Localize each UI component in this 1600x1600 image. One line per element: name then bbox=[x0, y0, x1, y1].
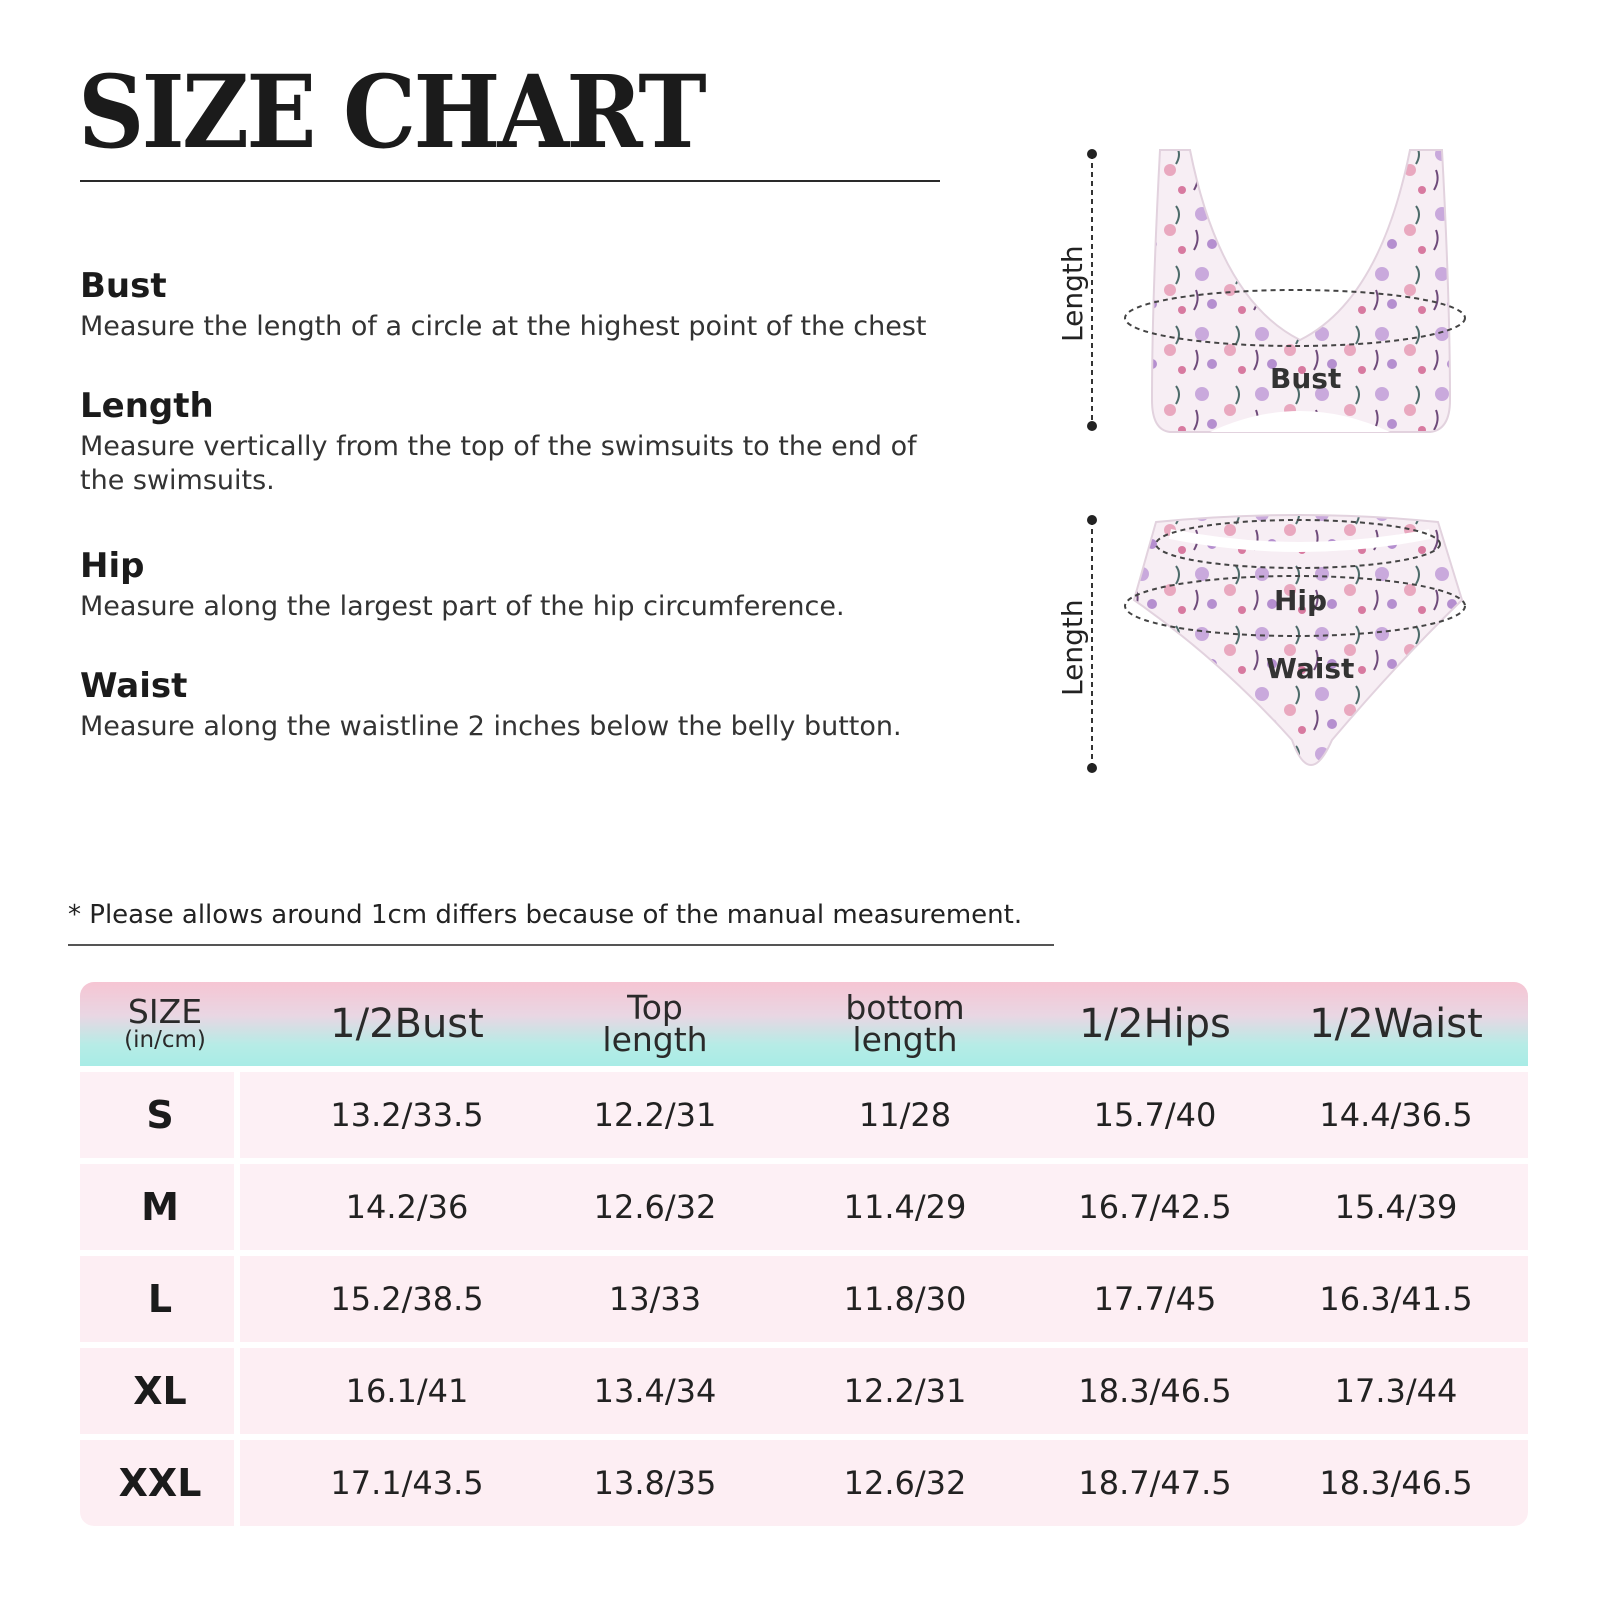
header-label: length bbox=[852, 1020, 958, 1059]
definition-text: Measure along the largest part of the hip circumference. bbox=[80, 591, 845, 622]
cell-bottom-length: 11/28 bbox=[858, 1096, 952, 1134]
bikini-bottom bbox=[1134, 515, 1462, 765]
dot-icon bbox=[1087, 149, 1097, 159]
cell-hips: 17.7/45 bbox=[1093, 1280, 1217, 1318]
table-header bbox=[80, 982, 1528, 1066]
cell-hips: 18.7/47.5 bbox=[1078, 1464, 1232, 1502]
measurement-note: * Please allows around 1cm differs because of the manual measurement. bbox=[68, 900, 1023, 930]
header-label: length bbox=[602, 1020, 708, 1059]
table-row bbox=[80, 1164, 1528, 1250]
cell-bust: 15.2/38.5 bbox=[330, 1280, 484, 1318]
cell-bottom-length: 11.4/29 bbox=[843, 1188, 967, 1226]
header-size bbox=[80, 982, 250, 1066]
cell-size: L bbox=[147, 1277, 173, 1321]
cell-waist: 17.3/44 bbox=[1334, 1372, 1458, 1410]
waist-label: Waist bbox=[1266, 652, 1355, 685]
bottom-length-label: Length bbox=[1056, 599, 1089, 696]
cell-top-length: 13/33 bbox=[608, 1280, 702, 1318]
header-label: 1/2Waist bbox=[1309, 1001, 1483, 1047]
cell-bust: 14.2/36 bbox=[345, 1188, 469, 1226]
cell-waist: 14.4/36.5 bbox=[1319, 1096, 1473, 1134]
header-label: SIZE bbox=[127, 992, 203, 1031]
dot-icon bbox=[1087, 515, 1097, 525]
header-bust bbox=[292, 982, 522, 1066]
cell-bottom-length: 12.6/32 bbox=[843, 1464, 967, 1502]
cell-top-length: 13.4/34 bbox=[593, 1372, 717, 1410]
cell-top-length: 12.2/31 bbox=[593, 1096, 717, 1134]
header-bottom-length bbox=[790, 982, 1020, 1066]
definition-text-line: the swimsuits. bbox=[80, 465, 275, 496]
definition-heading: Bust bbox=[80, 266, 167, 306]
definition-text: Measure along the waistline 2 inches below the belly button. bbox=[80, 711, 902, 742]
header-label: bottom bbox=[845, 988, 965, 1027]
definition-bust bbox=[80, 266, 1000, 344]
cell-size: S bbox=[146, 1093, 174, 1137]
definition-hip bbox=[80, 546, 1000, 624]
cell-size: M bbox=[141, 1185, 179, 1229]
header-hips bbox=[1040, 982, 1270, 1066]
definition-heading: Length bbox=[80, 386, 214, 426]
size-table bbox=[80, 982, 1528, 1526]
title-divider bbox=[80, 180, 940, 182]
cell-waist: 16.3/41.5 bbox=[1319, 1280, 1473, 1318]
cell-hips: 18.3/46.5 bbox=[1078, 1372, 1232, 1410]
cell-top-length: 12.6/32 bbox=[593, 1188, 717, 1226]
cell-bottom-length: 11.8/30 bbox=[843, 1280, 967, 1318]
definition-heading: Waist bbox=[80, 666, 188, 706]
header-unit: (in/cm) bbox=[124, 1027, 206, 1053]
cell-bust: 13.2/33.5 bbox=[330, 1096, 484, 1134]
definition-text: Measure the length of a circle at the highest point of the chest bbox=[80, 311, 927, 342]
page-title: SIZE CHART bbox=[78, 53, 705, 171]
swimsuit-illustration bbox=[1056, 140, 1520, 800]
top-length-label: Length bbox=[1056, 245, 1089, 342]
cell-hips: 16.7/42.5 bbox=[1078, 1188, 1232, 1226]
note-divider bbox=[68, 944, 1054, 946]
hip-label: Hip bbox=[1274, 584, 1328, 617]
definition-waist bbox=[80, 666, 1000, 744]
cell-waist: 15.4/39 bbox=[1334, 1188, 1458, 1226]
header-label: 1/2Hips bbox=[1079, 1001, 1231, 1047]
header-label: 1/2Bust bbox=[330, 1001, 484, 1047]
cell-waist: 18.3/46.5 bbox=[1319, 1464, 1473, 1502]
dot-icon bbox=[1087, 763, 1097, 773]
header-waist bbox=[1276, 982, 1516, 1066]
definition-text-line: Measure vertically from the top of the swimsuits to the end of bbox=[80, 431, 917, 462]
table-row bbox=[80, 1256, 1528, 1342]
definition-length bbox=[80, 386, 1000, 498]
cell-top-length: 13.8/35 bbox=[593, 1464, 717, 1502]
cell-bust: 16.1/41 bbox=[345, 1372, 469, 1410]
cell-size: XL bbox=[133, 1369, 187, 1413]
cell-hips: 15.7/40 bbox=[1093, 1096, 1217, 1134]
table-row bbox=[80, 1072, 1528, 1158]
definition-heading: Hip bbox=[80, 546, 145, 586]
table-row bbox=[80, 1348, 1528, 1434]
bust-label: Bust bbox=[1270, 362, 1342, 395]
dot-icon bbox=[1087, 421, 1097, 431]
table-row bbox=[80, 1440, 1528, 1526]
header-label: Top bbox=[627, 988, 683, 1027]
cell-size: XXL bbox=[118, 1461, 202, 1505]
cell-bust: 17.1/43.5 bbox=[330, 1464, 484, 1502]
header-top-length bbox=[540, 982, 770, 1066]
table-body bbox=[80, 1072, 1528, 1526]
cell-bottom-length: 12.2/31 bbox=[843, 1372, 967, 1410]
definition-text bbox=[80, 430, 1000, 498]
